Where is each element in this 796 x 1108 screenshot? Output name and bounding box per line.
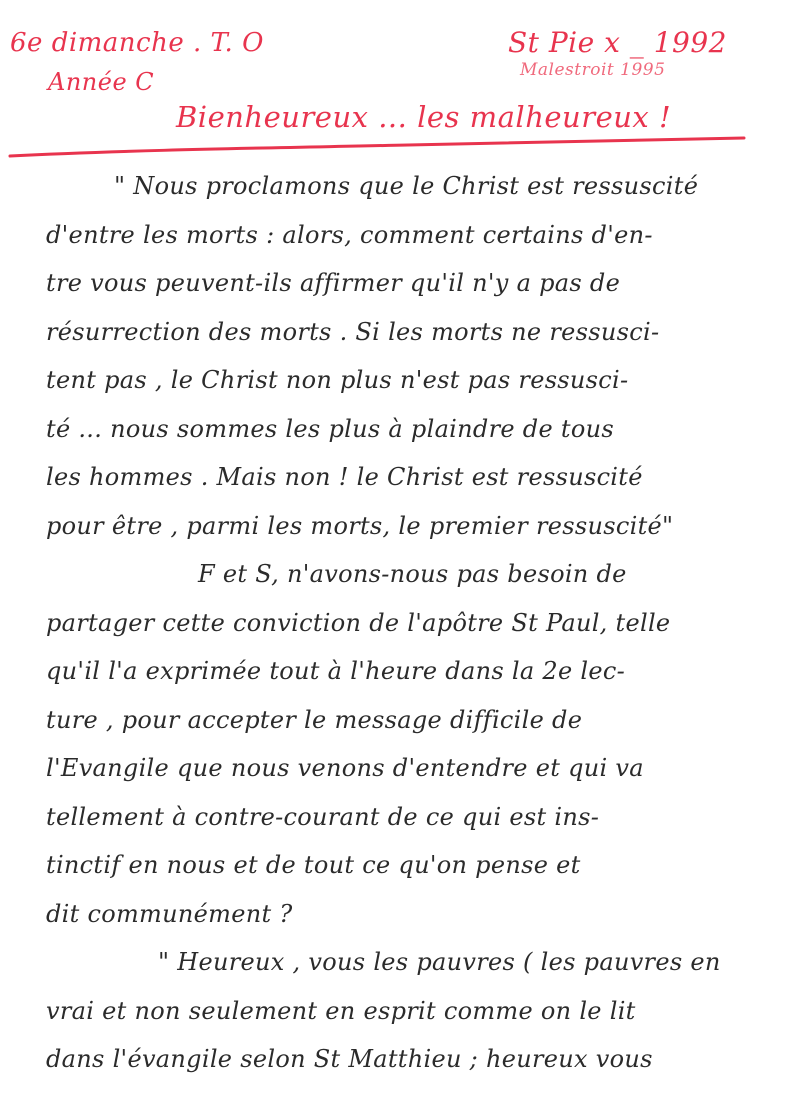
body-line: dans l'évangile selon St Matthieu ; heureux vous [46, 1045, 653, 1073]
body-line: té ... nous sommes les plus à plaindre de tous [46, 414, 614, 443]
body-line: tinctif en nous et de tout ce qu'on pense et [46, 851, 581, 879]
body-line: l'Evangile que nous venons d'entendre et qui va [46, 754, 644, 782]
body-line: les hommes . Mais non ! le Christ est ressuscité [46, 463, 643, 491]
body-line: tent pas , le Christ non plus n'est pas ressusci- [46, 366, 629, 394]
body-line: vrai et non seulement en esprit comme on le lit [46, 996, 636, 1025]
header-place-date-secondary: Malestroit 1995 [520, 60, 666, 80]
body-line: d'entre les morts : alors, comment certains d'en- [46, 220, 653, 249]
body-line: tellement à contre-courant de ce qui est ins- [46, 802, 600, 831]
header-year-label: Année C [48, 68, 155, 96]
body-line: ture , pour accepter le message difficile de [46, 705, 583, 734]
header-sunday-label: 6e dimanche . T. O [10, 28, 264, 58]
body-line: " Nous proclamons que le Christ est ressuscité [114, 172, 699, 200]
body-line: qu'il l'a exprimée tout à l'heure dans la 2e lec- [46, 657, 626, 685]
body-line: " Heureux , vous les pauvres ( les pauvres en [158, 948, 721, 976]
body-line: résurrection des morts . Si les morts ne ressusci- [46, 317, 660, 346]
header-place-date: St Pie x _ 1992 [508, 26, 727, 59]
page-title: Bienheureux ... les malheureux ! [176, 100, 672, 134]
body-line: dit communément ? [46, 899, 293, 928]
body-line: partager cette conviction de l'apôtre St Paul, telle [46, 608, 671, 637]
body-line: F et S, n'avons-nous pas besoin de [198, 560, 627, 588]
body-line: tre vous peuvent-ils affirmer qu'il n'y a pas de [46, 269, 621, 297]
body-line: pour être , parmi les morts, le premier ressuscité" [46, 511, 674, 540]
